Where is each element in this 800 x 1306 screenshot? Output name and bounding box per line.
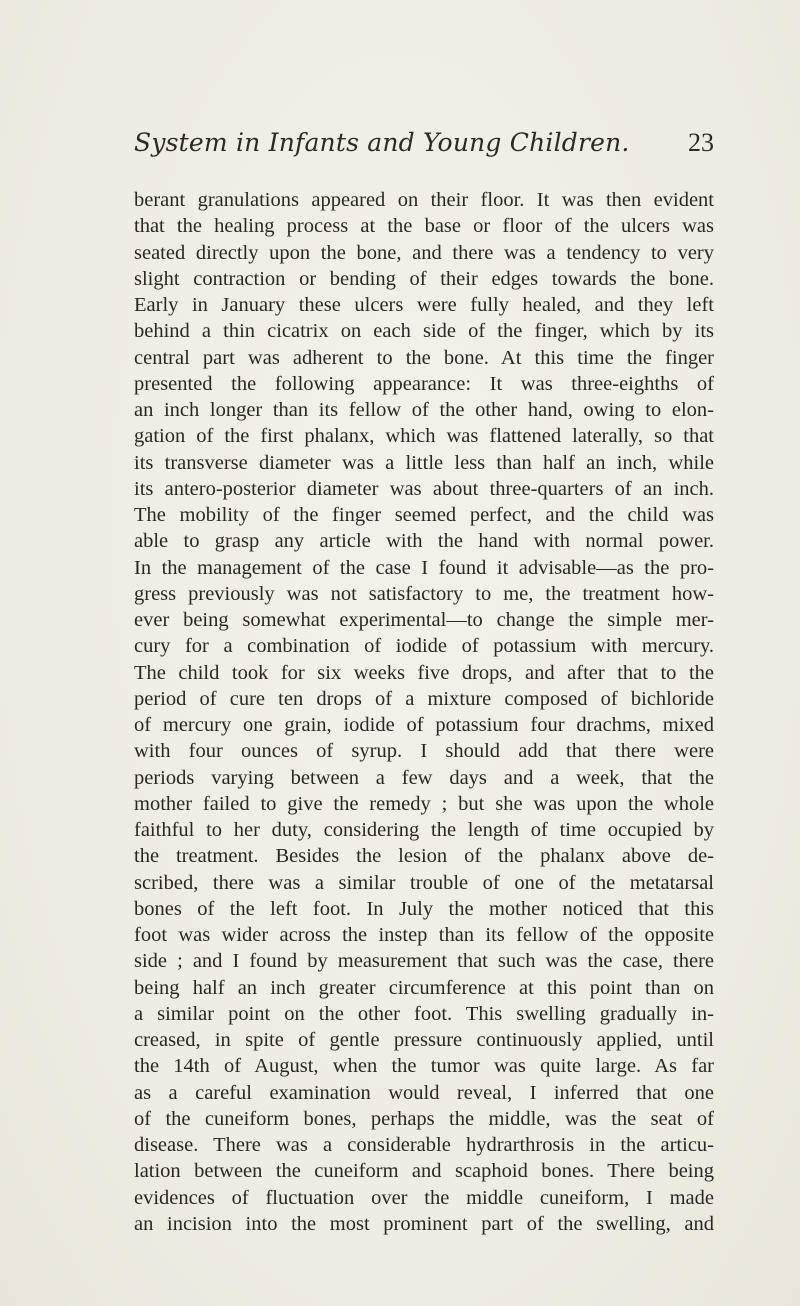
text-line: The mobility of the finger seemed perfect, and the child was [134,504,714,526]
text-line: being half an inch greater circumference at this point than on [134,976,714,999]
text-line: presented the following appearance: It was three-eighths of [134,372,714,395]
text-line: with four ounces of syrup. I should add that there were [134,740,714,763]
text-line: periods varying between a few days and a week, that the [134,766,714,789]
text-line: lation between the cuneiform and scaphoid bones. There being [134,1160,714,1183]
text-line: an incision into the most prominent part of the swelling, and [134,1212,714,1235]
text-line: gation of the first phalanx, which was flattened laterally, so that [134,425,714,448]
text-line: disease. There was a considerable hydrarthrosis in the articu- [134,1134,714,1156]
text-line: cury for a combination of iodide of potassium with mercury. [134,635,714,658]
text-line: side ; and I found by measurement that such was the case, there [134,950,714,973]
text-line: mother failed to give the remedy ; but she was upon the whole [134,792,714,815]
text-line: Early in January these ulcers were fully healed, and they left [134,294,714,316]
text-line: The child took for six weeks five drops, and after that to the [134,661,714,684]
text-line: slight contraction or bending of their edges towards the bone. [134,267,714,290]
text-line: foot was wider across the instep than its fellow of the opposite [134,924,714,946]
text-line: that the healing process at the base or floor of the ulcers was [134,215,714,238]
text-line: central part was adherent to the bone. At this time the finger [134,346,714,369]
text-line: the 14th of August, when the tumor was quite large. As far [134,1055,714,1078]
page-number: 23 [688,128,714,157]
text-line: gress previously was not satisfactory to me, the treatment how- [134,582,714,605]
text-line: its transverse diameter was a little less than half an inch, while [134,451,714,474]
text-line: of the cuneiform bones, perhaps the middle, was the seat of [134,1107,714,1130]
text-line: its antero-posterior diameter was about three-quarters of an inch. [134,477,714,500]
text-line: as a careful examination would reveal, I inferred that one [134,1081,714,1104]
running-title: System in Infants and Young Children. [134,128,630,157]
text-line: period of cure ten drops of a mixture composed of bichloride [134,687,714,710]
text-line: able to grasp any article with the hand with normal power. [134,530,714,553]
text-line: creased, in spite of gentle pressure continuously applied, until [134,1029,714,1051]
running-header [134,128,714,168]
body-paragraph [134,187,714,1237]
text-line: a similar point on the other foot. This swelling gradually in- [134,1002,714,1025]
text-line: an inch longer than its fellow of the other hand, owing to elon- [134,399,714,421]
text-line: evidences of fluctuation over the middle cuneiform, I made [134,1186,714,1209]
text-line: seated directly upon the bone, and there was a tendency to very [134,241,714,264]
text-line: behind a thin cicatrix on each side of the finger, which by its [134,320,714,343]
text-line: In the management of the case I found it advisable—as the pro- [134,556,714,579]
text-line: ever being somewhat experimental—to change the simple mer- [134,609,714,631]
text-line: of mercury one grain, iodide of potassium four drachms, mixed [134,714,714,736]
text-line: the treatment. Besides the lesion of the phalanx above de- [134,845,714,868]
text-line: berant granulations appeared on their floor. It was then evident [134,189,714,211]
text-line: faithful to her duty, considering the length of time occupied by [134,819,714,841]
text-line: scribed, there was a similar trouble of one of the metatarsal [134,871,714,894]
text-line: bones of the left foot. In July the mother noticed that this [134,897,714,920]
